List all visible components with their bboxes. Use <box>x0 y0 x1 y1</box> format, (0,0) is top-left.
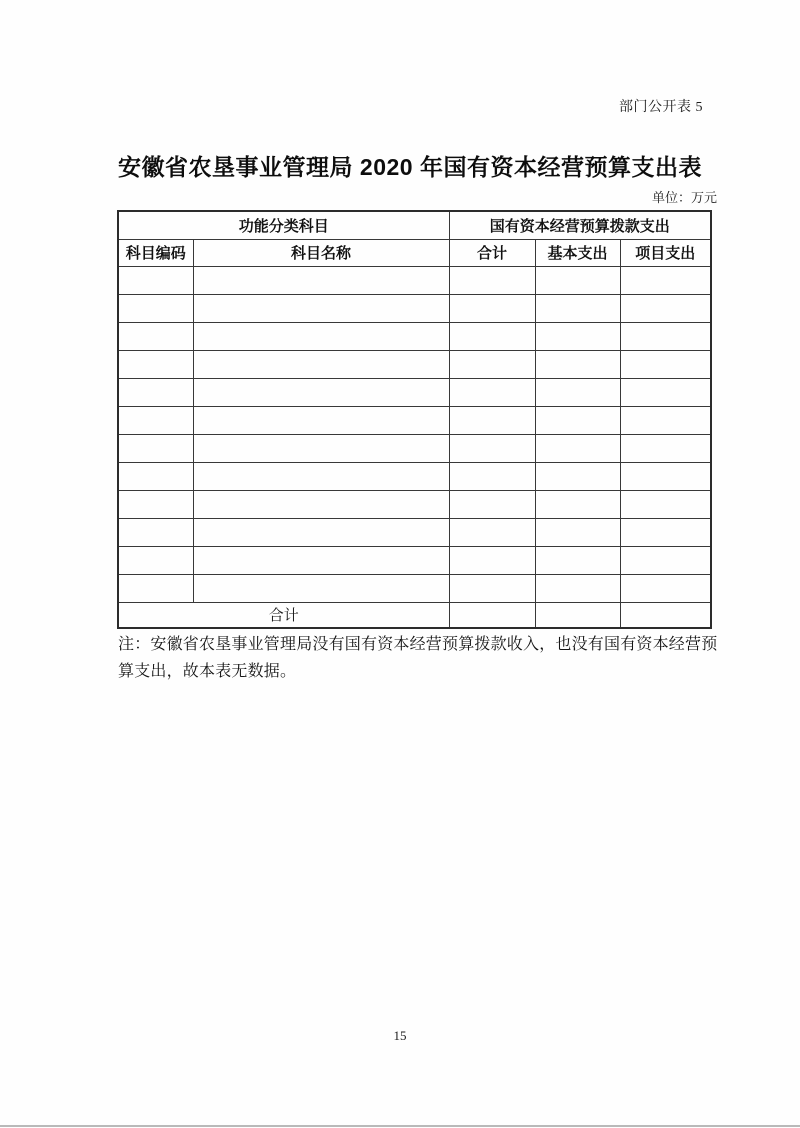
table-cell <box>193 266 449 294</box>
col-header-subject-name: 科目名称 <box>193 239 449 266</box>
table-cell <box>118 322 193 350</box>
table-cell <box>193 490 449 518</box>
table-cell <box>535 294 620 322</box>
table-cell <box>535 490 620 518</box>
col-header-project-expenditure: 项目支出 <box>620 239 711 266</box>
table-cell <box>193 350 449 378</box>
note-block <box>118 631 722 685</box>
table-row <box>118 462 711 490</box>
total-row-label: 合计 <box>118 602 449 628</box>
table-cell <box>118 574 193 602</box>
table-row <box>118 294 711 322</box>
table-cell <box>118 406 193 434</box>
table-cell <box>449 546 535 574</box>
table-cell <box>193 406 449 434</box>
table-cell <box>620 434 711 462</box>
total-row-project-cell <box>620 602 711 628</box>
note-line-2: 算支出，故本表无数据。 <box>118 663 297 680</box>
table-cell <box>449 322 535 350</box>
table-cell <box>535 322 620 350</box>
page-title: 安徽省农垦事业管理局 2020 年国有资本经营预算支出表 <box>118 154 702 180</box>
table-cell <box>535 546 620 574</box>
table-cell <box>535 406 620 434</box>
table-cell <box>193 378 449 406</box>
table-cell <box>449 462 535 490</box>
table-row <box>118 378 711 406</box>
table-cell <box>620 378 711 406</box>
table-cell <box>535 266 620 294</box>
doc-public-table-label: 部门公开表 5 <box>619 100 703 115</box>
page-number: 15 <box>393 1028 407 1043</box>
table-cell <box>620 322 711 350</box>
table-cell <box>118 350 193 378</box>
table-cell <box>449 574 535 602</box>
table-cell <box>535 518 620 546</box>
total-row-basic-cell <box>535 602 620 628</box>
table-cell <box>620 518 711 546</box>
total-row-total-cell <box>449 602 535 628</box>
table-column-header-row <box>118 239 711 266</box>
table-cell <box>620 266 711 294</box>
budget-expenditure-table <box>117 210 712 629</box>
table-row <box>118 406 711 434</box>
table-cell <box>620 294 711 322</box>
table-cell <box>449 266 535 294</box>
table-cell <box>118 294 193 322</box>
table-cell <box>535 350 620 378</box>
table-cell <box>620 546 711 574</box>
table-cell <box>193 518 449 546</box>
table-cell <box>118 490 193 518</box>
table-row <box>118 434 711 462</box>
table-cell <box>449 294 535 322</box>
table-cell <box>620 406 711 434</box>
table-cell <box>620 350 711 378</box>
table-cell <box>535 574 620 602</box>
table-cell <box>449 518 535 546</box>
group-header-state-capital-budget-expenditure: 国有资本经营预算拨款支出 <box>449 211 711 239</box>
table-cell <box>193 294 449 322</box>
col-header-basic-expenditure: 基本支出 <box>535 239 620 266</box>
table-cell <box>118 462 193 490</box>
table-row <box>118 518 711 546</box>
table-cell <box>118 546 193 574</box>
table-cell <box>449 434 535 462</box>
table-row <box>118 322 711 350</box>
table-row <box>118 490 711 518</box>
table-row <box>118 350 711 378</box>
table-cell <box>118 434 193 462</box>
table-cell <box>449 490 535 518</box>
table-cell <box>193 546 449 574</box>
table-row <box>118 266 711 294</box>
table-cell <box>193 434 449 462</box>
table-cell <box>449 406 535 434</box>
table-total-row <box>118 602 711 628</box>
note-line-1: 注：安徽省农垦事业管理局没有国有资本经营预算拨款收入，也没有国有资本经营预 <box>118 636 718 653</box>
table-cell <box>118 266 193 294</box>
unit-label: 单位：万元 <box>651 190 717 205</box>
group-header-functional-classification: 功能分类科目 <box>118 211 449 239</box>
col-header-subject-code: 科目编码 <box>118 239 193 266</box>
table-cell <box>535 434 620 462</box>
table-group-header-row <box>118 211 711 239</box>
table-cell <box>535 462 620 490</box>
table-cell <box>193 462 449 490</box>
scan-artifact-line <box>0 1125 800 1127</box>
table-cell <box>118 378 193 406</box>
table-cell <box>449 350 535 378</box>
col-header-total: 合计 <box>449 239 535 266</box>
table-cell <box>449 378 535 406</box>
table-cell <box>535 378 620 406</box>
table-row <box>118 574 711 602</box>
table-cell <box>620 574 711 602</box>
table-row <box>118 546 711 574</box>
table-cell <box>620 462 711 490</box>
table-cell <box>620 490 711 518</box>
table-cell <box>193 322 449 350</box>
table-cell <box>118 518 193 546</box>
table-cell <box>193 574 449 602</box>
